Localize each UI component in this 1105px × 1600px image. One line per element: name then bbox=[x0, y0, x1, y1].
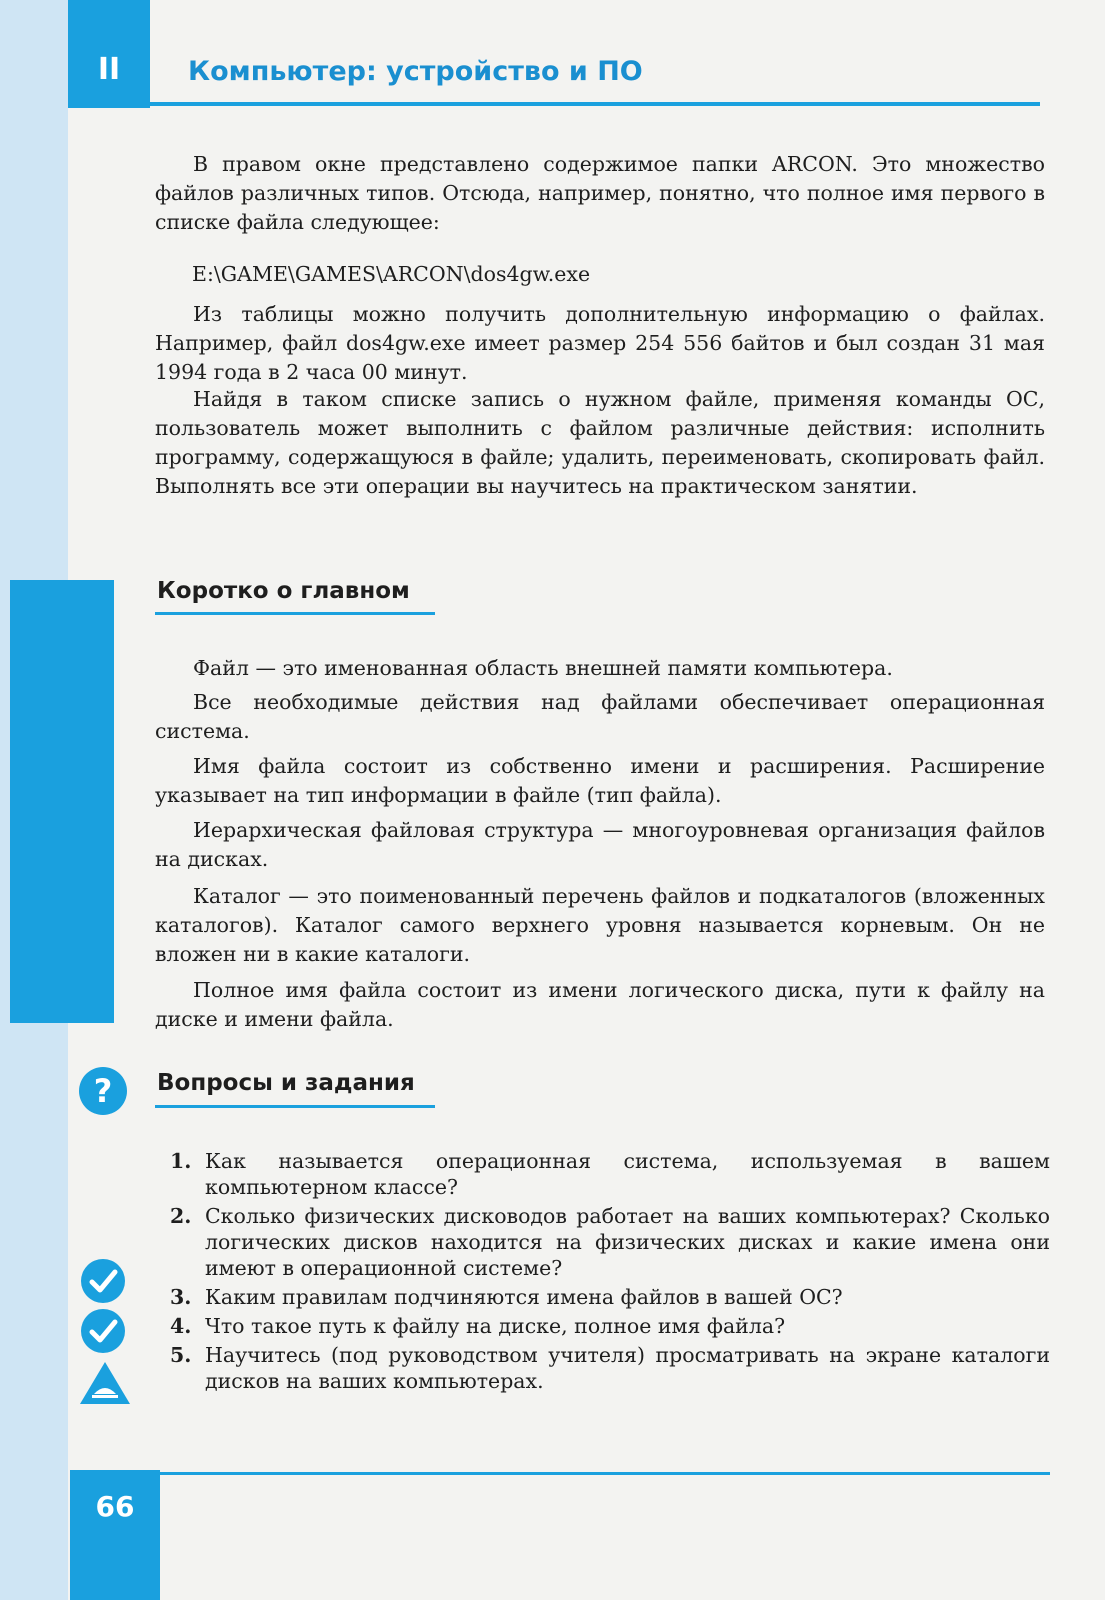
task-number: 3. bbox=[170, 1285, 192, 1309]
task-item bbox=[170, 1313, 1050, 1339]
summary-item: Иерархическая файловая структура — многоуровневая организация файлов на дисках. bbox=[155, 818, 1045, 871]
task-item bbox=[170, 1284, 1050, 1310]
paragraph-table-info: Из таблицы можно получить дополнительную информацию о файлах. Например, файл dos4gw.exe имеет размер 254 556 байтов и был создан 31 мая 1994 года в 2 часа 00 минут. bbox=[155, 302, 1045, 384]
summary-item: Все необходимые действия над файлами обеспечивает операционная система. bbox=[155, 690, 1045, 743]
task-number: 5. bbox=[170, 1343, 192, 1367]
summary-item: Каталог — это поименованный перечень файлов и подкаталогов (вложенных каталогов). Каталог самого верхнего уровня называется корневым. Он не вложен ни в какие каталоги. bbox=[155, 884, 1045, 966]
task-item bbox=[170, 1203, 1050, 1281]
chapter-number: II bbox=[97, 52, 121, 87]
questions-heading: Вопросы и задания bbox=[157, 1070, 415, 1096]
paragraph-actions: Найдя в таком списке запись о нужном файле, применяя команды ОС, пользователь может выполнить с файлом различные действия: исполнить программу, содержащуюся в файле; удалить, переименовать, скопировать файл. Выполнять все эти операции вы научитесь на практическом занятии. bbox=[155, 387, 1045, 498]
file-path-example: E:\GAME\GAMES\ARCON\dos4gw.exe bbox=[192, 262, 591, 286]
summary-item: Файл — это именованная область внешней памяти компьютера. bbox=[193, 656, 893, 680]
task-text: Что такое путь к файлу на диске, полное имя файла? bbox=[205, 1314, 786, 1338]
question-icon bbox=[78, 1066, 128, 1116]
footer-rule bbox=[160, 1472, 1050, 1475]
summary-side-bar bbox=[10, 580, 114, 1023]
task-number: 2. bbox=[170, 1204, 192, 1228]
paragraph-arcon: В правом окне представлено содержимое папки ARCON. Это множество файлов различных типов. Отсюда, например, понятно, что полное имя первого в списке файла следующее: bbox=[155, 152, 1045, 234]
task-text: Сколько физических дисководов работает на ваших компьютерах? Сколько логических дисков находится на физических дисках и какие имена они имеют в операционной системе? bbox=[205, 1204, 1050, 1280]
task-text: Как называется операционная система, используемая в вашем компьютерном классе? bbox=[205, 1149, 1050, 1199]
task-text: Каким правилам подчиняются имена файлов в вашей ОС? bbox=[205, 1285, 843, 1309]
task-list bbox=[170, 1148, 1050, 1397]
task-text: Научитесь (под руководством учителя) просматривать на экране каталоги дисков на ваших компьютерах. bbox=[205, 1343, 1050, 1393]
task-number: 1. bbox=[170, 1149, 192, 1173]
summary-item: Полное имя файла состоит из имени логического диска, пути к файлу на диске и имени файла. bbox=[155, 978, 1045, 1031]
check-icon bbox=[80, 1308, 126, 1354]
summary-item: Имя файла состоит из собственно имени и расширения. Расширение указывает на тип информации в файле (тип файла). bbox=[155, 754, 1045, 807]
task-number: 4. bbox=[170, 1314, 192, 1338]
page-number: 66 bbox=[95, 1490, 135, 1523]
practice-task-icon bbox=[78, 1360, 132, 1406]
summary-heading: Коротко о главном bbox=[157, 578, 410, 604]
summary-heading-underline bbox=[155, 612, 435, 615]
check-icon bbox=[80, 1258, 126, 1304]
task-item bbox=[170, 1148, 1050, 1200]
header-rule bbox=[150, 102, 1040, 106]
questions-heading-underline bbox=[155, 1105, 435, 1108]
chapter-title: Компьютер: устройство и ПО bbox=[188, 56, 643, 87]
question-icon-glyph: ? bbox=[93, 1072, 113, 1110]
task-item bbox=[170, 1342, 1050, 1394]
